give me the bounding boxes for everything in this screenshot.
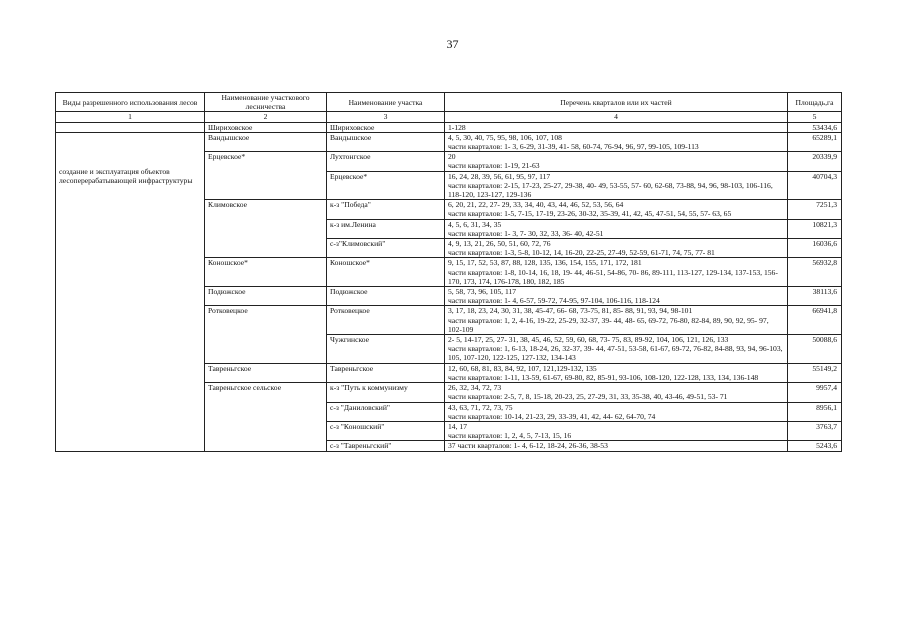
kvartaly-full: 20 (448, 152, 456, 162)
uchastok-cell: с-з "Коношский" (327, 421, 445, 440)
lesnichestvo-cell: Ротковецкое (205, 306, 327, 363)
kvartaly-parts: части кварталов: 10-14, 21-23, 29, 33-39, 41, 42, 44- 62, 64-70, 74 (448, 411, 656, 421)
kvartaly-cell (445, 171, 788, 200)
kvartaly-full: 4, 5, 6, 31, 34, 35 (448, 219, 502, 229)
uchastok-cell: с-з "Даниловский" (327, 402, 445, 421)
vid-ispolzovaniya-cell: создание и эксплуатация объектов лесоперерабатывающей инфраструктуры (56, 132, 205, 451)
area-cell: 3763,7 (788, 421, 842, 440)
vid-cell-empty (56, 122, 205, 132)
col-number: 3 (327, 112, 445, 122)
kvartaly-full: 9, 15, 17, 52, 53, 87, 88, 128, 135, 136, 154, 155, 171, 172, 181 (448, 258, 642, 268)
table-row (56, 122, 842, 132)
kvartaly-cell (445, 132, 788, 151)
kvartaly-parts: части кварталов: 1- 3, 6-29, 31-39, 41- 58, 60-74, 76-94, 96, 97, 99-105, 109-113 (448, 142, 699, 152)
area-cell: 50088,6 (788, 335, 842, 364)
kvartaly-parts: части кварталов: 1- 4, 6-57, 59-72, 74-95, 97-104, 106-116, 118-124 (448, 296, 660, 306)
lesnichestvo-cell: Шириховское (205, 122, 327, 132)
forest-quarters-table (55, 92, 842, 452)
uchastok-cell: Ротковецкое (327, 306, 445, 335)
header-uchastok: Наименование участка (327, 93, 445, 112)
kvartaly-cell (445, 200, 788, 219)
col-number: 4 (445, 112, 788, 122)
area-cell: 10821,3 (788, 219, 842, 238)
header-kvartaly: Перечень кварталов или их частей (445, 93, 788, 112)
uchastok-cell: к-з им.Ленина (327, 219, 445, 238)
kvartaly-parts: части кварталов: 1, 2, 4, 5, 7-13, 15, 16 (448, 431, 572, 441)
kvartaly-full: 5, 58, 73, 96, 105, 117 (448, 287, 517, 297)
uchastok-cell: Шириховское (327, 122, 445, 132)
kvartaly-parts: части кварталов: 1-5, 7-15, 17-19, 23-26, 30-32, 35-39, 41, 42, 45, 47-51, 54, 55, 57- 63, 65 (448, 209, 732, 219)
uchastok-cell: Тавреньгское (327, 363, 445, 382)
kvartaly-cell (445, 306, 788, 335)
uchastok-cell: Чужгинское (327, 335, 445, 364)
area-cell: 20339,9 (788, 152, 842, 171)
kvartaly-parts: части кварталов: 2-15, 17-23, 25-27, 29-38, 40- 49, 53-55, 57- 60, 62-68, 73-88, 94, 96, 98-103, 106-116, 118-120, 123-127, 129-136 (448, 180, 773, 200)
area-cell: 66941,8 (788, 306, 842, 335)
kvartaly-parts: части кварталов: 1, 2, 4-16, 19-22, 25-29, 32-37, 39- 44, 48- 65, 69-72, 76-80, 82-84, 89, 90, 92, 95- 97, 102-109 (448, 315, 769, 334)
kvartaly-full: 6, 20, 21, 22, 27- 29, 33, 34, 40, 43, 44, 46, 52, 53, 56, 64 (448, 200, 624, 210)
page-number: 37 (446, 37, 459, 51)
header-lesnichestvo: Наименование участкового лесничества (205, 93, 327, 112)
area-cell: 55149,2 (788, 363, 842, 382)
area-cell: 8956,1 (788, 402, 842, 421)
kvartaly-cell (445, 363, 788, 382)
header-vid: Виды разрешенного использования лесов (56, 93, 205, 112)
col-number: 2 (205, 112, 327, 122)
area-cell: 5243,6 (788, 441, 842, 451)
kvartaly-full: 43, 63, 71, 72, 73, 75 (448, 402, 513, 412)
uchastok-cell: с-з"Климовский" (327, 239, 445, 258)
kvartaly-full: 1-128 (448, 122, 466, 132)
kvartaly-parts: части кварталов: 1- 3, 7- 30, 32, 33, 36- 40, 42-51 (448, 228, 604, 238)
area-cell: 38113,6 (788, 287, 842, 306)
lesnichestvo-cell: Вандышское (205, 132, 327, 151)
col-number: 1 (56, 112, 205, 122)
kvartaly-cell (445, 383, 788, 402)
kvartaly-full: 3, 17, 18, 23, 24, 30, 31, 38, 45-47, 66- 68, 73-75, 81, 85- 88, 91, 93, 94, 98-101 (448, 306, 693, 316)
uchastok-cell: Ерцевское* (327, 171, 445, 200)
kvartaly-cell (445, 219, 788, 238)
uchastok-cell: Вандышское (327, 132, 445, 151)
kvartaly-cell (445, 239, 788, 258)
kvartaly-full: 14, 17 (448, 421, 467, 431)
area-cell: 65289,1 (788, 132, 842, 151)
table-row (56, 132, 842, 151)
area-cell: 7251,3 (788, 200, 842, 219)
kvartaly-full: 16, 24, 28, 39, 56, 61, 95, 97, 117 (448, 171, 551, 181)
kvartaly-parts: части кварталов: 1-19, 21-63 (448, 161, 540, 171)
uchastok-cell: Коношское* (327, 258, 445, 287)
kvartaly-parts: части кварталов: 1, 6-13, 18-24, 26, 32-37, 39- 44, 47-51, 53-58, 61-67, 69-72, 76-82, 84-88, 93, 94, 96-103, 105, 107-120, 122-125, 127-132, 134-143 (448, 344, 783, 363)
header-row (56, 93, 842, 112)
kvartaly-full: 26, 32, 34, 72, 73 (448, 383, 502, 393)
column-number-row (56, 112, 842, 122)
uchastok-cell: к-з "Путь к коммунизму (327, 383, 445, 402)
kvartaly-cell (445, 402, 788, 421)
kvartaly-parts: части кварталов: 1-11, 13-59, 61-67, 69-80, 82, 85-91, 93-106, 108-120, 122-128, 133, 134, 136-148 (448, 372, 759, 382)
uchastok-cell: Лухтонгское (327, 152, 445, 171)
kvartaly-cell (445, 421, 788, 440)
kvartaly-parts: части кварталов: 1-8, 10-14, 16, 18, 19- 44, 46-51, 54-86, 70- 86, 89-111, 113-127, 129-134, 137-153, 156-170, 173, 174, 176-178, 180, 182, 185 (448, 267, 778, 286)
lesnichestvo-cell: Тавреньгское (205, 363, 327, 382)
kvartaly-cell (445, 152, 788, 171)
uchastok-cell: с-з "Тавреньгский" (327, 441, 445, 451)
uchastok-cell: Подюжское (327, 287, 445, 306)
uchastok-cell: к-з "Победа" (327, 200, 445, 219)
lesnichestvo-cell: Коношское* (205, 258, 327, 287)
area-cell: 40704,3 (788, 171, 842, 200)
kvartaly-cell (445, 287, 788, 306)
area-cell: 53434,6 (788, 122, 842, 132)
lesnichestvo-cell: Ерцевское* (205, 152, 327, 200)
kvartaly-cell (445, 335, 788, 364)
kvartaly-parts: части кварталов: 1-3, 5-8, 10-12, 14, 16-20, 22-25, 27-49, 52-59, 61-71, 74, 75, 77- 81 (448, 248, 715, 258)
area-cell: 56932,8 (788, 258, 842, 287)
area-cell: 9957,4 (788, 383, 842, 402)
kvartaly-full: 4, 5, 30, 40, 75, 95, 98, 106, 107, 108 (448, 132, 562, 142)
kvartaly-cell (445, 441, 788, 451)
kvartaly-cell (445, 122, 788, 132)
area-cell: 16036,6 (788, 239, 842, 258)
kvartaly-full: 4, 9, 13, 21, 26, 50, 51, 60, 72, 76 (448, 239, 551, 249)
header-area: Площадь,га (788, 93, 842, 112)
kvartaly-parts: части кварталов: 2-5, 7, 8, 15-18, 20-23, 25, 27-29, 31, 33, 35-38, 40, 43-46, 49-51, 53- 71 (448, 392, 728, 402)
kvartaly-full: 12, 60, 68, 81, 83, 84, 92, 107, 121,129-132, 135 (448, 363, 597, 373)
lesnichestvo-cell: Подюжское (205, 287, 327, 306)
kvartaly-full: 37 части кварталов: 1- 4, 6-12, 18-24, 26-36, 38-53 (448, 441, 608, 451)
kvartaly-cell (445, 258, 788, 287)
lesnichestvo-cell: Тавреньгское сельское (205, 383, 327, 451)
col-number: 5 (788, 112, 842, 122)
lesnichestvo-cell: Климовское (205, 200, 327, 258)
kvartaly-full: 2- 5, 14-17, 25, 27- 31, 38, 45, 46, 52, 59, 60, 68, 73- 75, 83, 89-92, 104, 106, 121, 126, 133 (448, 335, 729, 345)
